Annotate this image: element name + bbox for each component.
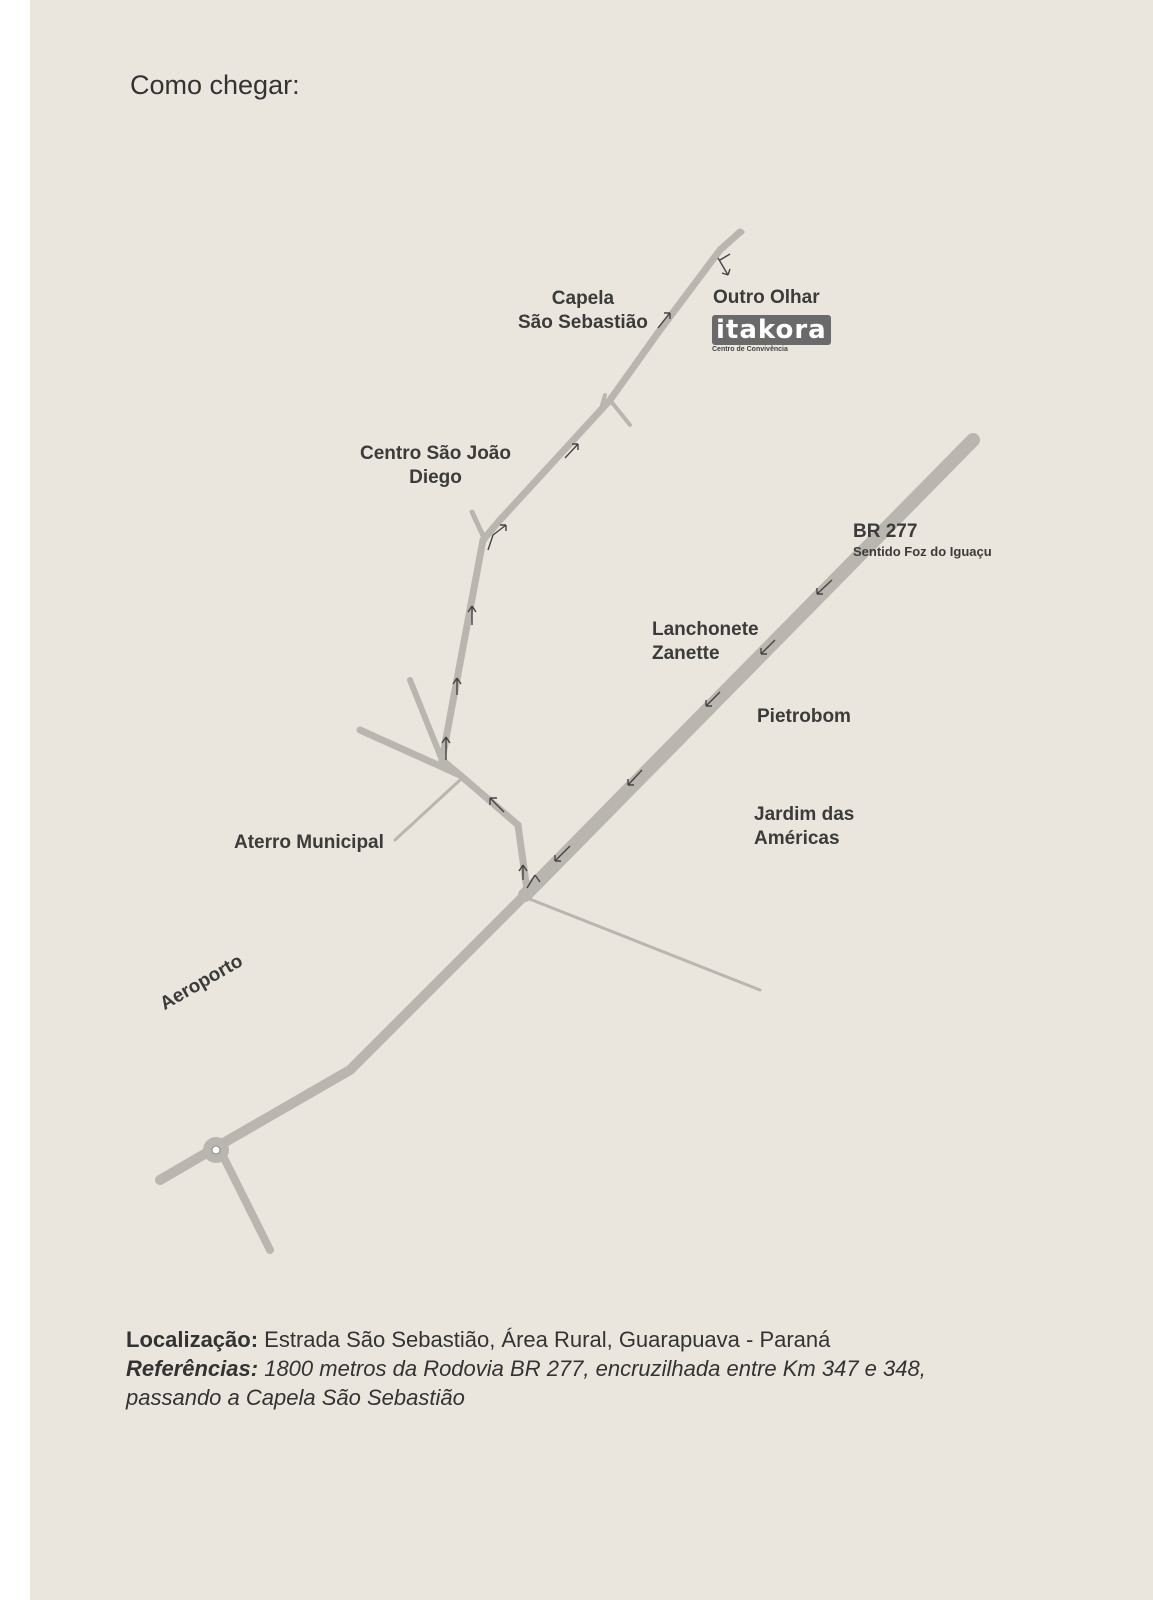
footer-referencias bbox=[126, 1354, 926, 1383]
road-branch-centro bbox=[472, 512, 485, 540]
road-south-branch bbox=[220, 1150, 270, 1250]
localizacao-value: Estrada São Sebastião, Área Rural, Guarapuava - Paraná bbox=[264, 1327, 831, 1352]
road-top-branch bbox=[730, 232, 742, 240]
road-branch-aterro-north bbox=[410, 680, 442, 760]
label-centro-sao-joao-diego bbox=[360, 442, 511, 490]
page-title: Como chegar: bbox=[130, 70, 300, 100]
map-page bbox=[30, 0, 1153, 1600]
footer-localizacao bbox=[126, 1325, 926, 1354]
label-br277-name: BR 277 bbox=[853, 521, 918, 542]
label-jardim-line1: Jardim das bbox=[754, 804, 855, 825]
label-aterro-municipal: Aterro Municipal bbox=[234, 832, 384, 853]
label-capela bbox=[518, 287, 648, 335]
label-capela-line1: Capela bbox=[551, 288, 615, 309]
road-branch-capela bbox=[610, 400, 630, 425]
label-centro-line2: Diego bbox=[409, 467, 462, 488]
arrow-down-1 bbox=[718, 258, 730, 275]
referencias-value-line1: 1800 metros da Rodovia BR 277, encruzilhada entre Km 347 e 348, bbox=[264, 1356, 926, 1381]
footer-referencias-cont bbox=[126, 1383, 926, 1412]
label-aeroporto: Aeroporto bbox=[156, 950, 247, 1015]
road-br277 bbox=[525, 440, 973, 895]
road-branch-aterro-southwest bbox=[395, 780, 460, 840]
label-outro-olhar: Outro Olhar bbox=[713, 287, 820, 308]
localizacao-key: Localização: bbox=[126, 1327, 259, 1352]
logo-wordmark: itakora bbox=[712, 315, 831, 345]
referencias-value-line2: passando a Capela São Sebastião bbox=[126, 1385, 465, 1410]
label-br277-direction: Sentido Foz do Iguaçu bbox=[853, 544, 992, 559]
label-lanchonete-line1: Lanchonete bbox=[652, 619, 759, 640]
label-jardim-das-americas bbox=[754, 803, 854, 851]
itakora-logo bbox=[712, 315, 831, 353]
label-capela-line2: São Sebastião bbox=[518, 312, 648, 333]
footer-info bbox=[126, 1325, 926, 1412]
label-centro-line1: Centro São João bbox=[360, 443, 511, 464]
label-lanchonete-line2: Zanette bbox=[652, 643, 720, 664]
road-southeast bbox=[527, 898, 760, 990]
referencias-key: Referências: bbox=[126, 1356, 259, 1381]
arrow-ne-3 bbox=[720, 254, 730, 260]
label-lanchonete-zanette bbox=[652, 618, 759, 666]
label-br277 bbox=[853, 520, 992, 560]
label-jardim-line2: Américas bbox=[754, 828, 840, 849]
logo-tagline: Centro de Convivência bbox=[712, 346, 788, 353]
label-pietrobom: Pietrobom bbox=[757, 706, 851, 727]
